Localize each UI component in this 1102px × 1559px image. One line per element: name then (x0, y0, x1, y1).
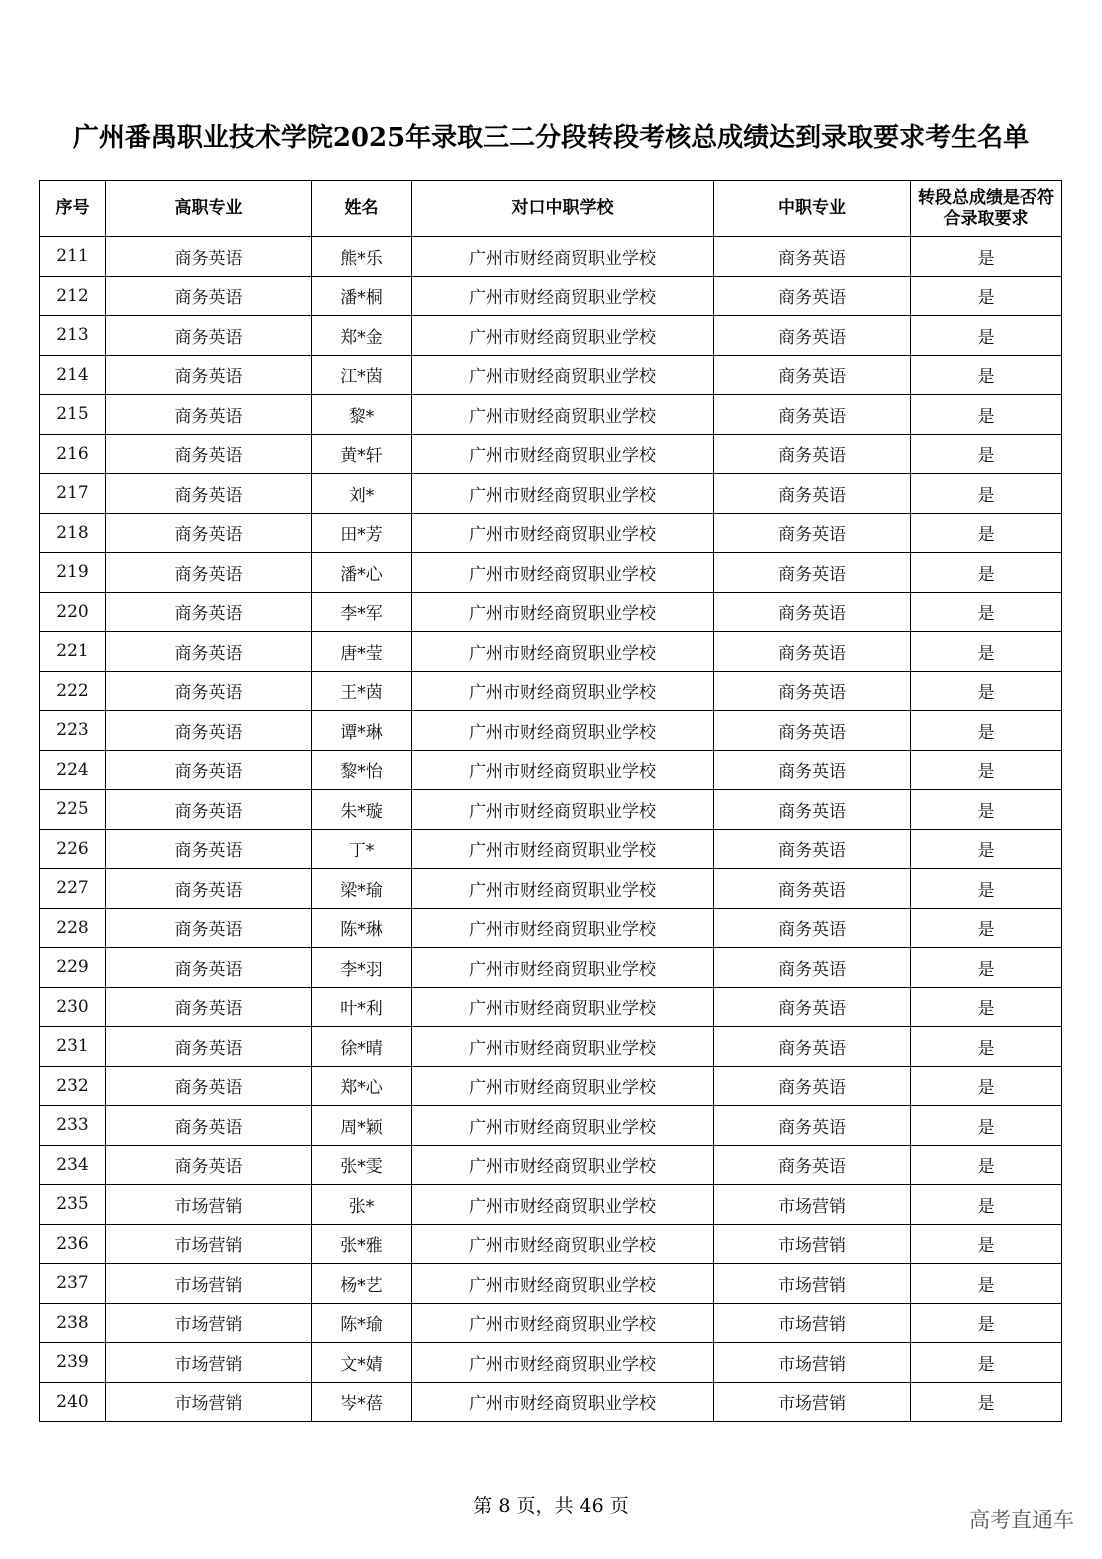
table-row (40, 869, 1062, 909)
cell-school: 广州市财经商贸职业学校 (412, 237, 714, 277)
cell-name: 田*芳 (312, 513, 412, 553)
cell-major: 商务英语 (106, 987, 312, 1027)
cell-name: 王*茵 (312, 671, 412, 711)
cell-index: 217 (40, 474, 106, 514)
table-row (40, 948, 1062, 988)
table-row (40, 1145, 1062, 1185)
cell-name: 张*雅 (312, 1224, 412, 1264)
cell-school: 广州市财经商贸职业学校 (412, 1382, 714, 1422)
cell-secondary-major: 市场营销 (714, 1303, 911, 1343)
cell-index: 239 (40, 1343, 106, 1383)
column-header-qualified: 转段总成绩是否符合录取要求 (911, 181, 1062, 237)
cell-index: 232 (40, 1066, 106, 1106)
cell-qualified: 是 (911, 632, 1062, 672)
cell-secondary-major: 商务英语 (714, 948, 911, 988)
cell-secondary-major: 市场营销 (714, 1343, 911, 1383)
cell-qualified: 是 (911, 987, 1062, 1027)
cell-qualified: 是 (911, 1382, 1062, 1422)
cell-qualified: 是 (911, 513, 1062, 553)
cell-major: 商务英语 (106, 632, 312, 672)
cell-school: 广州市财经商贸职业学校 (412, 1303, 714, 1343)
cell-major: 商务英语 (106, 1027, 312, 1067)
cell-secondary-major: 市场营销 (714, 1264, 911, 1304)
cell-index: 238 (40, 1303, 106, 1343)
cell-qualified: 是 (911, 1343, 1062, 1383)
cell-major: 商务英语 (106, 1066, 312, 1106)
cell-name: 郑*心 (312, 1066, 412, 1106)
cell-major: 商务英语 (106, 1145, 312, 1185)
cell-name: 黄*轩 (312, 434, 412, 474)
cell-qualified: 是 (911, 750, 1062, 790)
cell-index: 227 (40, 869, 106, 909)
cell-name: 杨*艺 (312, 1264, 412, 1304)
admission-table (39, 180, 1062, 1422)
cell-secondary-major: 商务英语 (714, 276, 911, 316)
table-body (40, 237, 1062, 1422)
column-header-school: 对口中职学校 (412, 181, 714, 237)
cell-school: 广州市财经商贸职业学校 (412, 869, 714, 909)
cell-major: 商务英语 (106, 316, 312, 356)
cell-secondary-major: 商务英语 (714, 987, 911, 1027)
table-row (40, 790, 1062, 830)
cell-major: 商务英语 (106, 276, 312, 316)
cell-school: 广州市财经商贸职业学校 (412, 513, 714, 553)
column-header-index: 序号 (40, 181, 106, 237)
cell-name: 叶*利 (312, 987, 412, 1027)
cell-qualified: 是 (911, 869, 1062, 909)
cell-school: 广州市财经商贸职业学校 (412, 1145, 714, 1185)
cell-major: 商务英语 (106, 711, 312, 751)
cell-secondary-major: 市场营销 (714, 1224, 911, 1264)
cell-name: 李*羽 (312, 948, 412, 988)
cell-secondary-major: 商务英语 (714, 632, 911, 672)
cell-school: 广州市财经商贸职业学校 (412, 316, 714, 356)
cell-major: 商务英语 (106, 553, 312, 593)
cell-secondary-major: 商务英语 (714, 1106, 911, 1146)
cell-qualified: 是 (911, 474, 1062, 514)
cell-name: 李*军 (312, 592, 412, 632)
cell-name: 谭*琳 (312, 711, 412, 751)
cell-secondary-major: 商务英语 (714, 592, 911, 632)
cell-secondary-major: 商务英语 (714, 869, 911, 909)
table-row (40, 908, 1062, 948)
page-number: 第 8 页，共 46 页 (473, 1495, 629, 1517)
cell-qualified: 是 (911, 1027, 1062, 1067)
cell-name: 潘*心 (312, 553, 412, 593)
cell-major: 商务英语 (106, 513, 312, 553)
cell-index: 236 (40, 1224, 106, 1264)
cell-school: 广州市财经商贸职业学校 (412, 592, 714, 632)
cell-qualified: 是 (911, 434, 1062, 474)
table-row (40, 434, 1062, 474)
cell-index: 240 (40, 1382, 106, 1422)
cell-secondary-major: 商务英语 (714, 1027, 911, 1067)
cell-school: 广州市财经商贸职业学校 (412, 790, 714, 830)
cell-secondary-major: 商务英语 (714, 829, 911, 869)
cell-qualified: 是 (911, 237, 1062, 277)
cell-school: 广州市财经商贸职业学校 (412, 750, 714, 790)
cell-qualified: 是 (911, 276, 1062, 316)
cell-secondary-major: 商务英语 (714, 434, 911, 474)
cell-major: 商务英语 (106, 790, 312, 830)
cell-school: 广州市财经商贸职业学校 (412, 474, 714, 514)
table-row (40, 671, 1062, 711)
table-row (40, 987, 1062, 1027)
cell-school: 广州市财经商贸职业学校 (412, 1106, 714, 1146)
cell-index: 213 (40, 316, 106, 356)
table-row (40, 1066, 1062, 1106)
cell-index: 216 (40, 434, 106, 474)
cell-secondary-major: 商务英语 (714, 474, 911, 514)
cell-major: 商务英语 (106, 395, 312, 435)
cell-major: 商务英语 (106, 474, 312, 514)
cell-major: 市场营销 (106, 1343, 312, 1383)
cell-index: 219 (40, 553, 106, 593)
cell-secondary-major: 商务英语 (714, 671, 911, 711)
cell-major: 商务英语 (106, 948, 312, 988)
cell-name: 张* (312, 1185, 412, 1225)
table-row (40, 355, 1062, 395)
cell-major: 市场营销 (106, 1224, 312, 1264)
cell-qualified: 是 (911, 948, 1062, 988)
table-row (40, 276, 1062, 316)
cell-index: 214 (40, 355, 106, 395)
cell-index: 225 (40, 790, 106, 830)
table-row (40, 1382, 1062, 1422)
cell-school: 广州市财经商贸职业学校 (412, 908, 714, 948)
cell-index: 221 (40, 632, 106, 672)
cell-school: 广州市财经商贸职业学校 (412, 1185, 714, 1225)
cell-name: 徐*晴 (312, 1027, 412, 1067)
cell-name: 郑*金 (312, 316, 412, 356)
cell-name: 陈*琳 (312, 908, 412, 948)
table-row (40, 553, 1062, 593)
cell-index: 224 (40, 750, 106, 790)
cell-index: 231 (40, 1027, 106, 1067)
cell-school: 广州市财经商贸职业学校 (412, 553, 714, 593)
cell-secondary-major: 市场营销 (714, 1382, 911, 1422)
table-row (40, 632, 1062, 672)
cell-qualified: 是 (911, 1106, 1062, 1146)
cell-name: 梁*瑜 (312, 869, 412, 909)
cell-qualified: 是 (911, 316, 1062, 356)
cell-qualified: 是 (911, 790, 1062, 830)
cell-major: 市场营销 (106, 1264, 312, 1304)
cell-name: 黎*怡 (312, 750, 412, 790)
column-header-secondary-major: 中职专业 (714, 181, 911, 237)
cell-name: 潘*桐 (312, 276, 412, 316)
cell-secondary-major: 商务英语 (714, 237, 911, 277)
cell-major: 市场营销 (106, 1382, 312, 1422)
cell-index: 237 (40, 1264, 106, 1304)
cell-index: 223 (40, 711, 106, 751)
cell-name: 刘* (312, 474, 412, 514)
cell-major: 商务英语 (106, 869, 312, 909)
cell-qualified: 是 (911, 1264, 1062, 1304)
cell-index: 218 (40, 513, 106, 553)
cell-name: 朱*璇 (312, 790, 412, 830)
cell-qualified: 是 (911, 1066, 1062, 1106)
table-row (40, 1106, 1062, 1146)
cell-major: 商务英语 (106, 671, 312, 711)
table-row (40, 711, 1062, 751)
cell-school: 广州市财经商贸职业学校 (412, 1066, 714, 1106)
cell-secondary-major: 商务英语 (714, 395, 911, 435)
cell-index: 215 (40, 395, 106, 435)
cell-name: 江*茵 (312, 355, 412, 395)
cell-school: 广州市财经商贸职业学校 (412, 632, 714, 672)
cell-school: 广州市财经商贸职业学校 (412, 671, 714, 711)
table-row (40, 1027, 1062, 1067)
column-header-major: 高职专业 (106, 181, 312, 237)
column-header-name: 姓名 (312, 181, 412, 237)
cell-index: 235 (40, 1185, 106, 1225)
cell-school: 广州市财经商贸职业学校 (412, 1224, 714, 1264)
cell-index: 229 (40, 948, 106, 988)
cell-school: 广州市财经商贸职业学校 (412, 1264, 714, 1304)
cell-secondary-major: 商务英语 (714, 1066, 911, 1106)
cell-name: 黎* (312, 395, 412, 435)
cell-qualified: 是 (911, 1145, 1062, 1185)
cell-major: 商务英语 (106, 908, 312, 948)
cell-secondary-major: 商务英语 (714, 750, 911, 790)
cell-qualified: 是 (911, 1224, 1062, 1264)
cell-school: 广州市财经商贸职业学校 (412, 355, 714, 395)
cell-name: 周*颖 (312, 1106, 412, 1146)
cell-school: 广州市财经商贸职业学校 (412, 434, 714, 474)
cell-qualified: 是 (911, 395, 1062, 435)
cell-index: 222 (40, 671, 106, 711)
cell-major: 商务英语 (106, 592, 312, 632)
cell-index: 234 (40, 1145, 106, 1185)
cell-major: 商务英语 (106, 1106, 312, 1146)
cell-qualified: 是 (911, 671, 1062, 711)
table-row (40, 1185, 1062, 1225)
cell-name: 陈*瑜 (312, 1303, 412, 1343)
cell-qualified: 是 (911, 553, 1062, 593)
cell-qualified: 是 (911, 711, 1062, 751)
table-row (40, 750, 1062, 790)
cell-major: 商务英语 (106, 434, 312, 474)
table-row (40, 829, 1062, 869)
cell-secondary-major: 商务英语 (714, 513, 911, 553)
cell-name: 张*雯 (312, 1145, 412, 1185)
cell-name: 岑*蓓 (312, 1382, 412, 1422)
cell-secondary-major: 商务英语 (714, 711, 911, 751)
cell-school: 广州市财经商贸职业学校 (412, 395, 714, 435)
cell-school: 广州市财经商贸职业学校 (412, 276, 714, 316)
table-row (40, 1303, 1062, 1343)
table-row (40, 513, 1062, 553)
table-row (40, 316, 1062, 356)
cell-major: 商务英语 (106, 829, 312, 869)
cell-qualified: 是 (911, 592, 1062, 632)
table-row (40, 1224, 1062, 1264)
table-row (40, 1343, 1062, 1383)
cell-school: 广州市财经商贸职业学校 (412, 987, 714, 1027)
cell-index: 212 (40, 276, 106, 316)
cell-index: 228 (40, 908, 106, 948)
table-row (40, 395, 1062, 435)
cell-major: 商务英语 (106, 750, 312, 790)
cell-major: 商务英语 (106, 237, 312, 277)
cell-school: 广州市财经商贸职业学校 (412, 1343, 714, 1383)
cell-school: 广州市财经商贸职业学校 (412, 711, 714, 751)
cell-qualified: 是 (911, 1303, 1062, 1343)
cell-major: 商务英语 (106, 355, 312, 395)
cell-name: 唐*莹 (312, 632, 412, 672)
watermark: 高考直通车 (969, 1508, 1074, 1532)
table-row (40, 474, 1062, 514)
cell-school: 广州市财经商贸职业学校 (412, 948, 714, 988)
cell-secondary-major: 商务英语 (714, 553, 911, 593)
cell-qualified: 是 (911, 908, 1062, 948)
document-title: 广州番禺职业技术学院2025年录取三二分段转段考核总成绩达到录取要求考生名单 (72, 123, 1030, 153)
cell-secondary-major: 市场营销 (714, 1185, 911, 1225)
cell-major: 市场营销 (106, 1185, 312, 1225)
cell-secondary-major: 商务英语 (714, 316, 911, 356)
cell-index: 230 (40, 987, 106, 1027)
table-row (40, 592, 1062, 632)
cell-school: 广州市财经商贸职业学校 (412, 829, 714, 869)
table-row (40, 1264, 1062, 1304)
cell-name: 丁* (312, 829, 412, 869)
cell-school: 广州市财经商贸职业学校 (412, 1027, 714, 1067)
cell-secondary-major: 商务英语 (714, 355, 911, 395)
cell-secondary-major: 商务英语 (714, 790, 911, 830)
cell-secondary-major: 商务英语 (714, 1145, 911, 1185)
table-header-row (40, 181, 1062, 237)
cell-qualified: 是 (911, 355, 1062, 395)
cell-index: 220 (40, 592, 106, 632)
cell-name: 熊*乐 (312, 237, 412, 277)
cell-index: 233 (40, 1106, 106, 1146)
cell-name: 文*婧 (312, 1343, 412, 1383)
cell-qualified: 是 (911, 1185, 1062, 1225)
cell-secondary-major: 商务英语 (714, 908, 911, 948)
cell-index: 226 (40, 829, 106, 869)
cell-major: 市场营销 (106, 1303, 312, 1343)
cell-index: 211 (40, 237, 106, 277)
table-row (40, 237, 1062, 277)
cell-qualified: 是 (911, 829, 1062, 869)
